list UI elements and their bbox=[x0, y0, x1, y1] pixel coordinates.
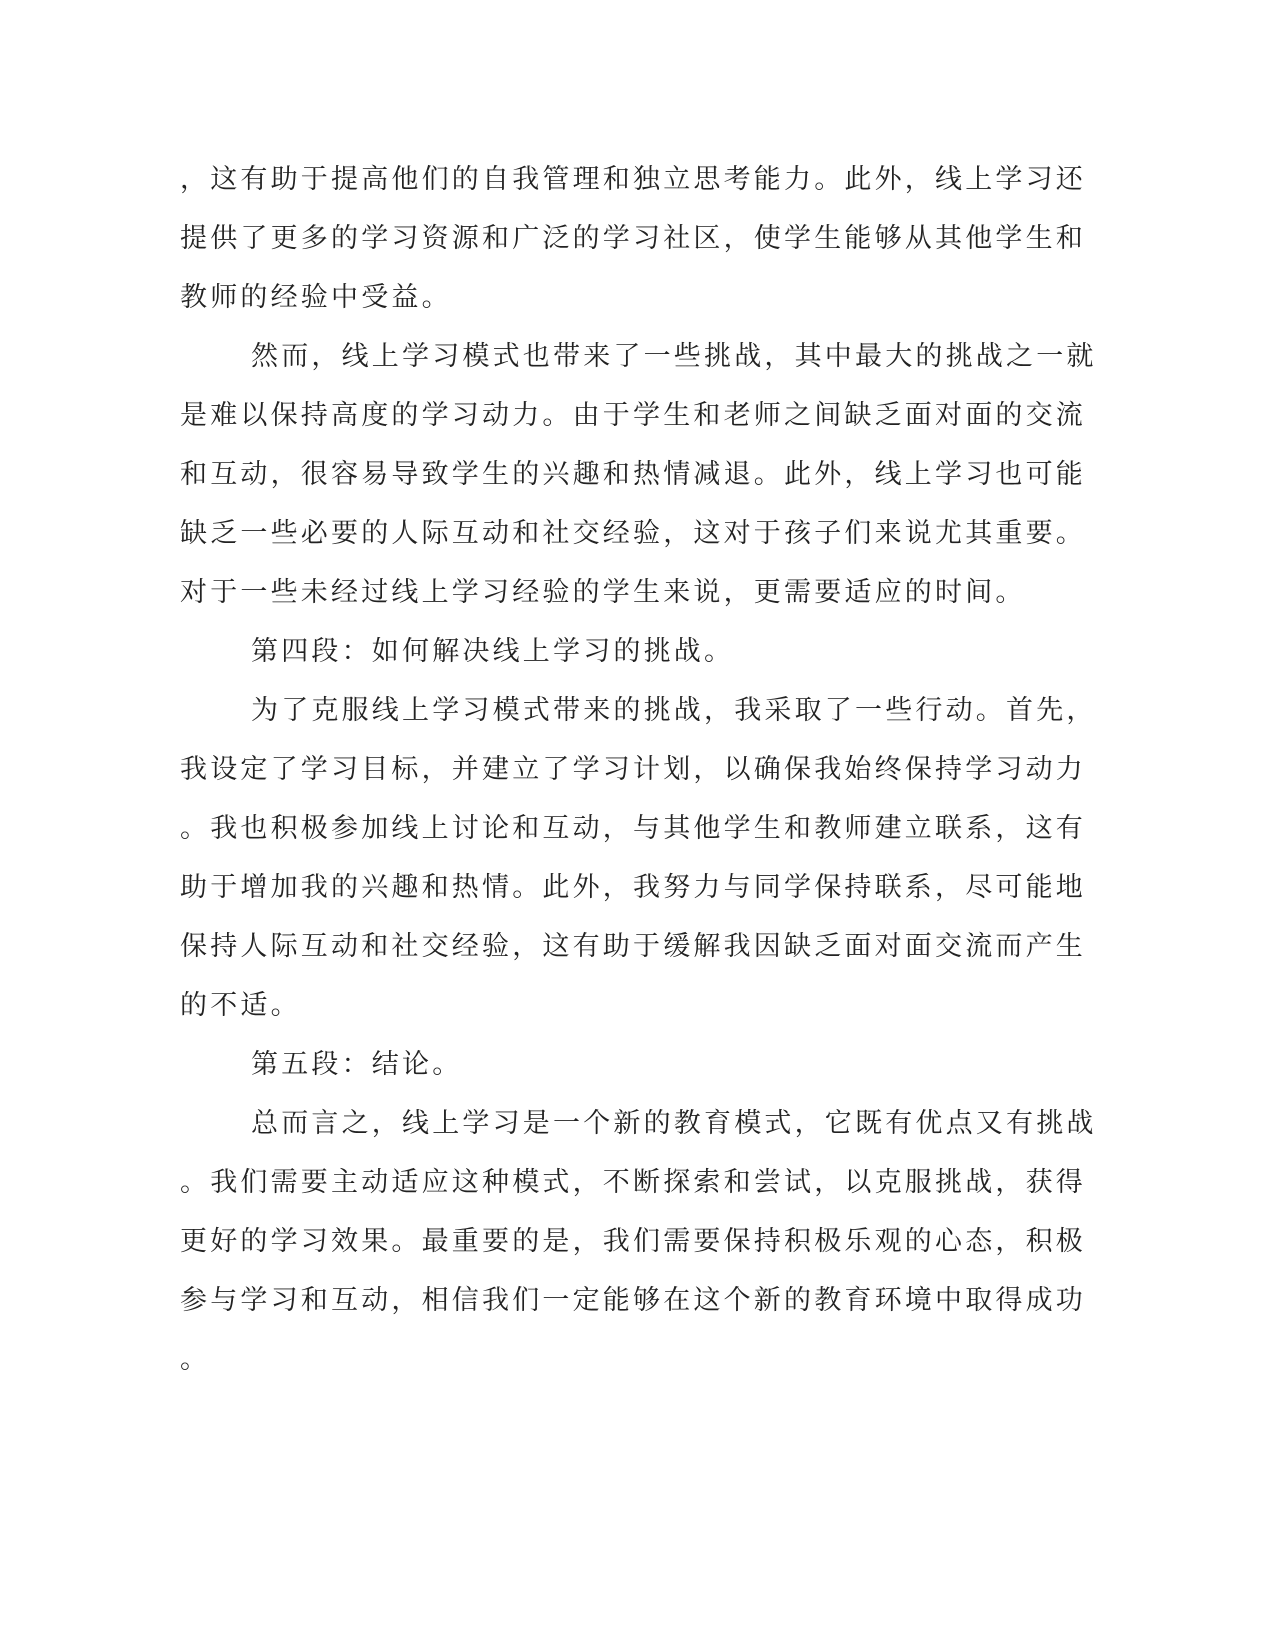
text-line: 教师的经验中受益。 bbox=[180, 282, 452, 313]
text-line: 更好的学习效果。最重要的是，我们需要保持积极乐观的心态，积极 bbox=[180, 1226, 1086, 1257]
text-line: 提供了更多的学习资源和广泛的学习社区，使学生能够从其他学生和 bbox=[180, 223, 1086, 254]
text-line: 我设定了学习目标，并建立了学习计划，以确保我始终保持学习动力 bbox=[180, 754, 1086, 785]
text-line: 。我们需要主动适应这种模式，不断探索和尝试，以克服挑战，获得 bbox=[180, 1167, 1086, 1198]
text-line: 是难以保持高度的学习动力。由于学生和老师之间缺乏面对面的交流 bbox=[180, 400, 1086, 431]
paragraph-start-line: 然而，线上学习模式也带来了一些挑战，其中最大的挑战之一就 bbox=[251, 341, 1097, 372]
text-line: 对于一些未经过线上学习经验的学生来说，更需要适应的时间。 bbox=[180, 577, 1026, 608]
text-line: 助于增加我的兴趣和热情。此外，我努力与同学保持联系，尽可能地 bbox=[180, 872, 1086, 903]
text-line: 缺乏一些必要的人际互动和社交经验，这对于孩子们来说尤其重要。 bbox=[180, 518, 1086, 549]
text-line: 和互动，很容易导致学生的兴趣和热情减退。此外，线上学习也可能 bbox=[180, 459, 1086, 490]
section-heading-4: 第四段：如何解决线上学习的挑战。 bbox=[251, 636, 735, 667]
text-line: 。我也积极参加线上讨论和互动，与其他学生和教师建立联系，这有 bbox=[180, 813, 1086, 844]
section-heading-5: 第五段：结论。 bbox=[251, 1049, 463, 1080]
text-line: 保持人际互动和社交经验，这有助于缓解我因缺乏面对面交流而产生 bbox=[180, 931, 1086, 962]
text-line: 参与学习和互动，相信我们一定能够在这个新的教育环境中取得成功 bbox=[180, 1285, 1086, 1316]
text-line: 的不适。 bbox=[180, 990, 301, 1021]
paragraph-start-line: 为了克服线上学习模式带来的挑战，我采取了一些行动。首先， bbox=[251, 695, 1097, 726]
text-line: ，这有助于提高他们的自我管理和独立思考能力。此外，线上学习还 bbox=[180, 164, 1086, 195]
paragraph-start-line: 总而言之，线上学习是一个新的教育模式，它既有优点又有挑战 bbox=[251, 1108, 1097, 1139]
text-line: 。 bbox=[180, 1344, 211, 1375]
